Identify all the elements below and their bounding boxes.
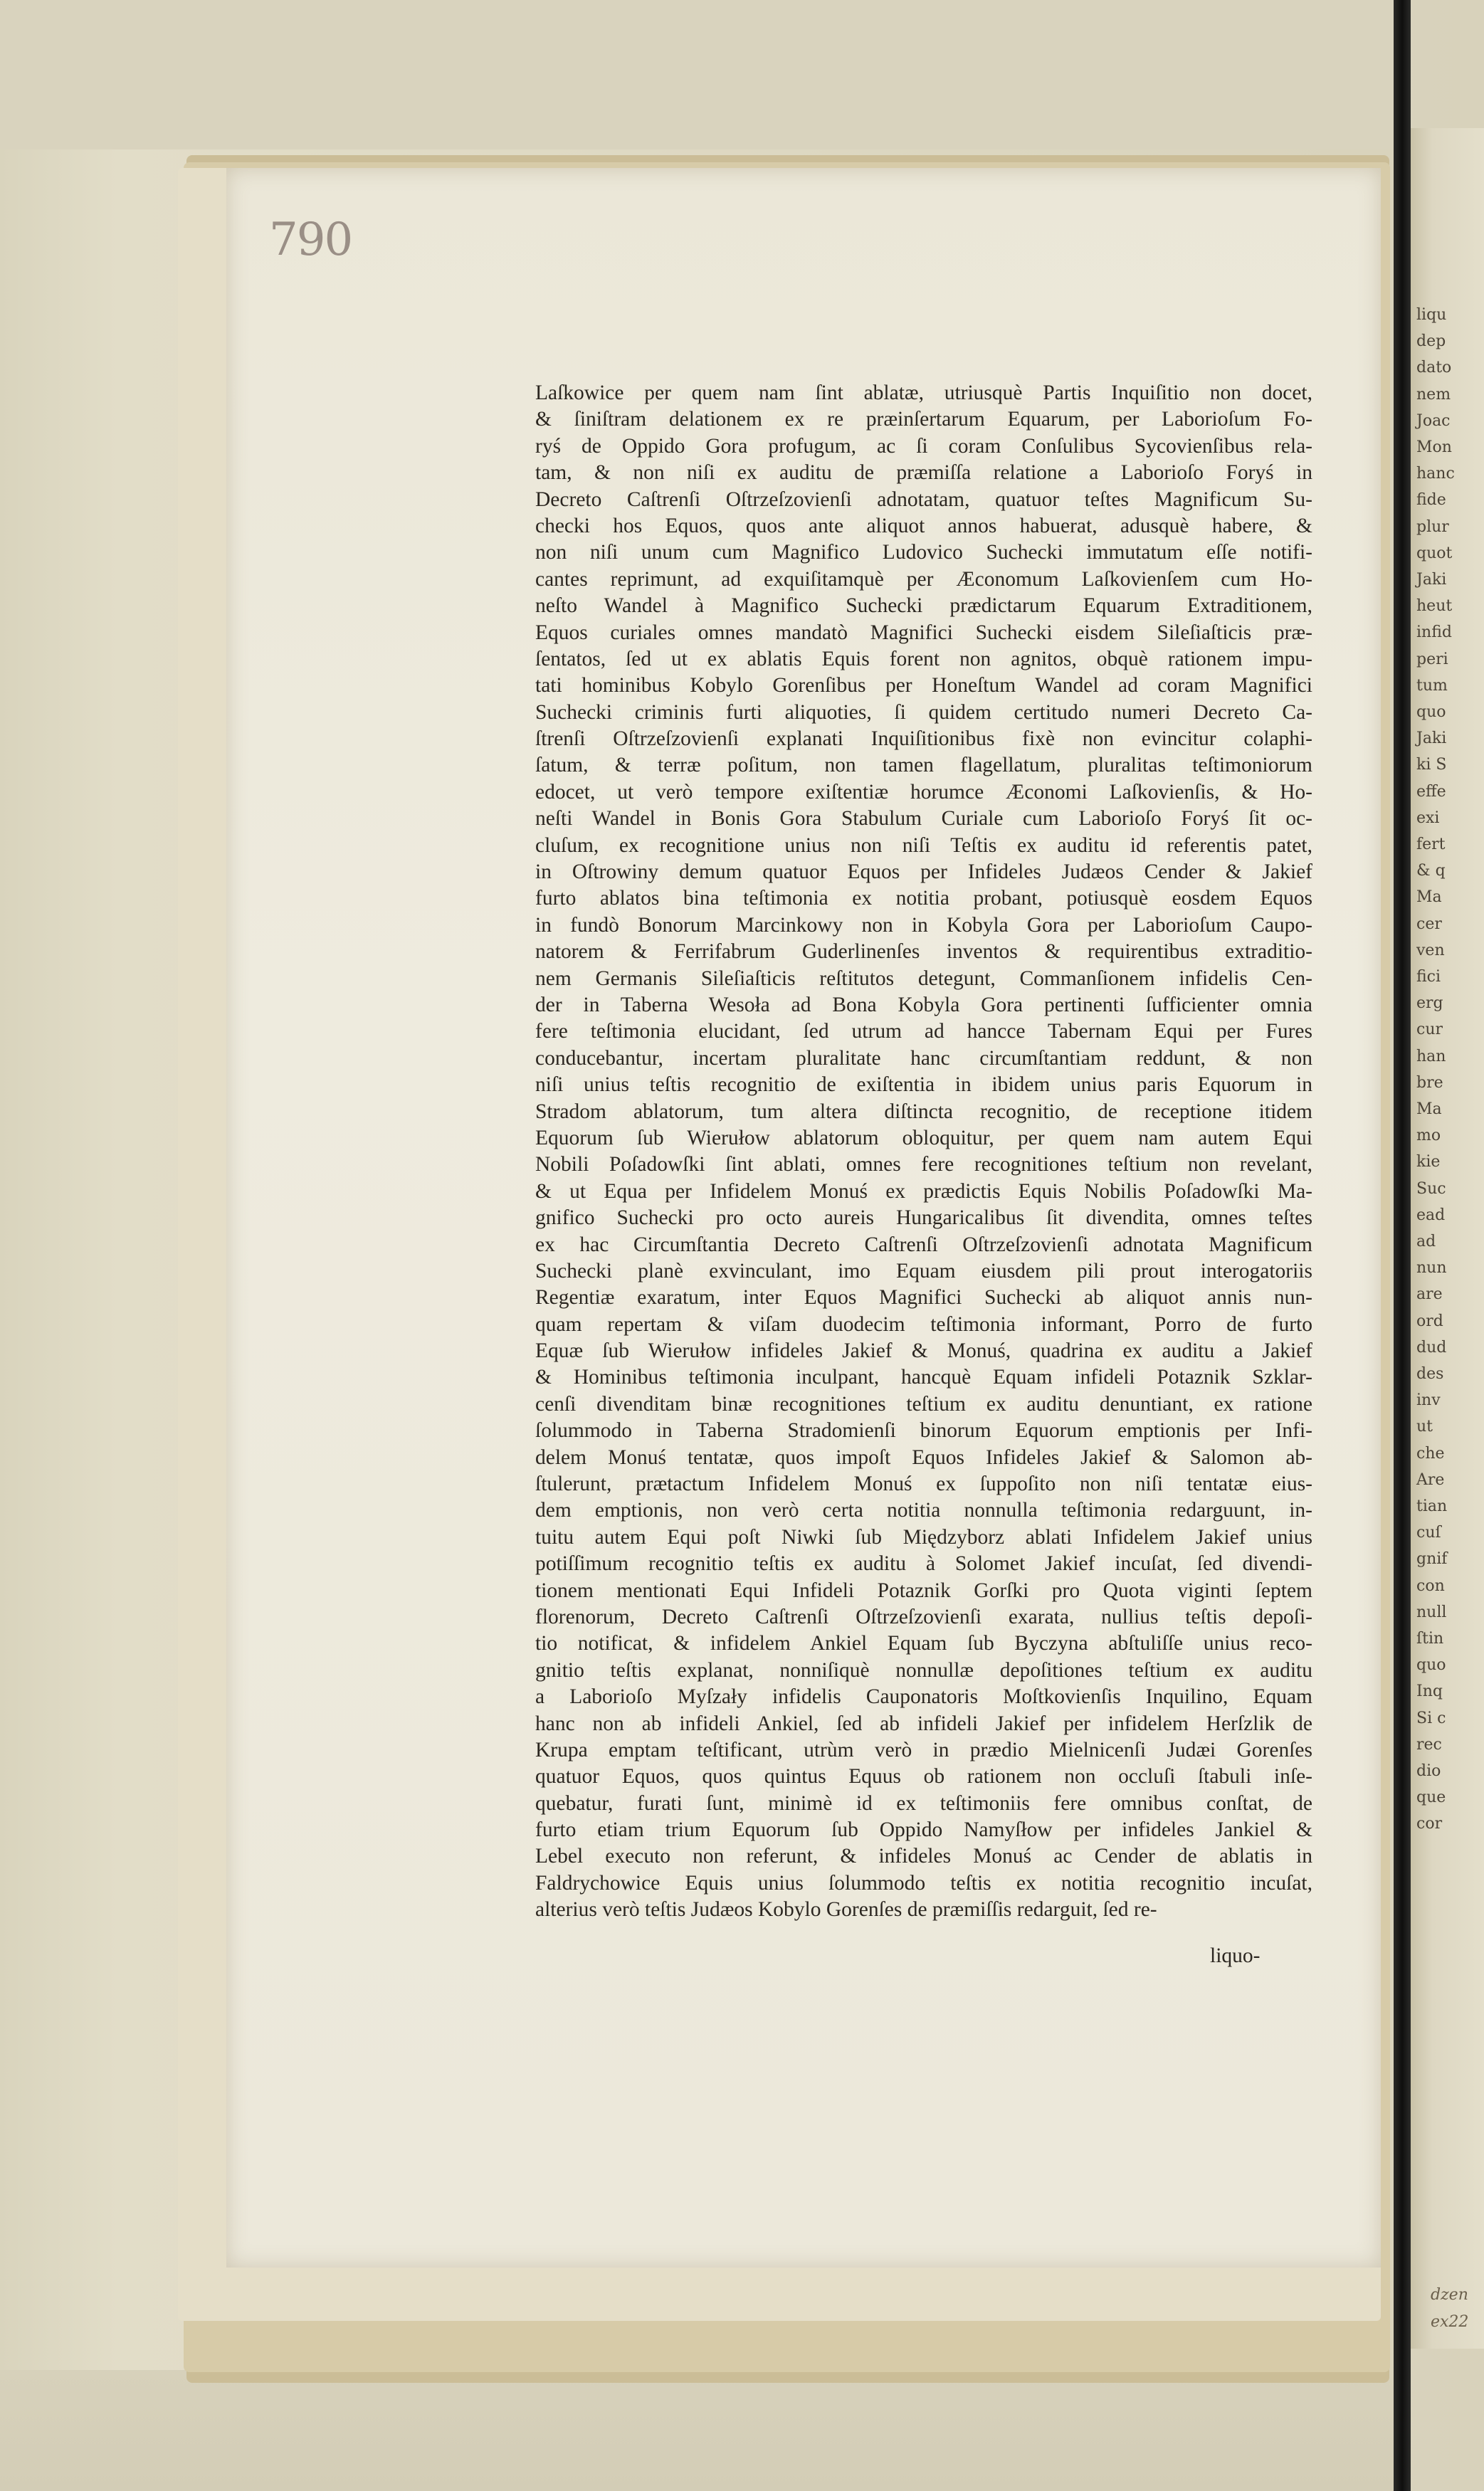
facing-page-fragment: tian [1416, 1497, 1448, 1515]
text-line: ex hac Circumſtantia Decreto Caſtrenſi Oſtrzeſzovienſi adnotata Magnificum [535, 1233, 1312, 1256]
text-line: tio notificat, & infidelem Ankiel Equam ſub Byczyna abſtuliſſe unius reco- [535, 1632, 1312, 1655]
facing-page-fragment: Suc [1416, 1179, 1446, 1198]
text-line: alterius verò teſtis Judæos Kobylo Gorenſes de præmiſſis redarguit, ſed re- [535, 1898, 1157, 1922]
facing-page-fragment: ſtin [1416, 1630, 1444, 1648]
text-line: Suchecki criminis furti aliquoties, ſi quidem certitudo numeri Decreto Ca- [535, 700, 1312, 724]
facing-page-fragment: infid [1416, 623, 1452, 642]
text-line: tionem mentionati Equi Infideli Potaznik Gorſki pro Quota viginti ſeptem [535, 1579, 1312, 1602]
facing-page-fragment: cuſ [1416, 1524, 1441, 1542]
facing-page-fragment: nem [1416, 385, 1451, 404]
text-line: der in Taberna Wesoła ad Bona Kobyla Gora pertinenti ſufficienter omnia [535, 993, 1312, 1016]
facing-page-note: dzen [1431, 2286, 1468, 2304]
text-line: gnifico Suchecki pro octo aureis Hungaricalibus ſit divendita, omnes teſtes [535, 1206, 1312, 1230]
facing-page-fragment: dio [1416, 1762, 1441, 1780]
text-line: checki hos Equos, quos ante aliquot annos habuerat, adusquè habere, & [535, 514, 1312, 537]
text-line: furto etiam trium Equorum ſub Oppido Namyſłow per infideles Jankiel & [535, 1818, 1312, 1842]
text-line: cantes reprimunt, ad exquiſitamquè per Æconomum Laſkovienſem cum Ho- [535, 567, 1312, 591]
text-line: ſtrenſi Oſtrzeſzovienſi explanati Inquiſitionibus fixè non evincitur colaphi- [535, 727, 1312, 751]
text-line: gnitio teſtis explanat, nonniſiquè nonnullæ depoſitiones teſtium ex auditu [535, 1658, 1312, 1682]
facing-page-fragment: Ma [1416, 1100, 1442, 1118]
facing-page-fragment: Inq [1416, 1682, 1443, 1701]
facing-page-fragment: kie [1416, 1153, 1441, 1171]
facing-page-fragment: rec [1416, 1735, 1442, 1754]
facing-page-fragment: que [1416, 1789, 1446, 1807]
facing-page-fragment: inv [1416, 1391, 1441, 1410]
facing-page-fragment: gnif [1416, 1550, 1448, 1569]
facing-page-fragment: dep [1416, 332, 1446, 351]
facing-page-fragment: Mon [1416, 438, 1452, 456]
text-line: natorem & Ferrifabrum Guderlinenſes inventos & requirentibus extraditio- [535, 940, 1312, 964]
facing-page-fragment: Jaki [1416, 571, 1447, 589]
text-line: cluſum, ex recognitione unius non niſi Teſtis ex auditu id referentis patet, [535, 833, 1312, 857]
text-line: Suchecki planè exvinculant, imo Equam eiusdem pili prout interogatoriis [535, 1259, 1312, 1283]
facing-page-fragment: hanc [1416, 465, 1455, 483]
text-line: & ut Equa per Infidelem Monuś ex prædictis Equis Nobilis Poſadowſki Ma- [535, 1179, 1312, 1203]
facing-page-fragment: null [1416, 1603, 1447, 1621]
text-line: tati hominibus Kobylo Gorenſibus per Honeſtum Wandel ad coram Magnifici [535, 674, 1312, 697]
facing-page-fragment: are [1416, 1285, 1443, 1304]
text-line: nem Germanis Sileſiaſticis reſtitutos detegunt, Commanſionem infidelis Cen- [535, 967, 1312, 990]
facing-page-fragment: cur [1416, 1021, 1443, 1039]
text-line: in fundò Bonorum Marcinkowy non in Kobyla Gora per Laborioſum Caupo- [535, 913, 1312, 937]
facing-page-fragment: mo [1416, 1127, 1441, 1145]
facing-page-fragment: Joac [1416, 411, 1451, 430]
text-line: Equorum ſub Wierułow ablatorum obloquitur, per quem nam autem Equi [535, 1126, 1312, 1149]
text-line: fere teſtimonia elucidant, ſed utrum ad hancce Tabernam Equi per Fures [535, 1020, 1312, 1043]
facing-page-fragment: ut [1416, 1418, 1433, 1436]
text-line: delem Monuś tentatæ, quos impoſt Equos Infideles Jakief & Salomon ab- [535, 1445, 1312, 1469]
text-line: a Laborioſo Myſzały infidelis Cauponatoris Moſtkovienſis Inquilino, Equam [535, 1685, 1312, 1709]
text-line: Equos curiales omnes mandatò Magnifici Suchecki eisdem Sileſiaſticis præ- [535, 621, 1312, 644]
facing-page-fragment: Ma [1416, 888, 1442, 907]
facing-page [1411, 128, 1484, 2349]
facing-page-fragment: ven [1416, 941, 1445, 959]
facing-page-fragment: Jaki [1416, 730, 1447, 748]
text-line: quatuor Equos, quos quintus Equus ob rationem non occluſi ſtabuli inſe- [535, 1765, 1312, 1789]
text-line: niſi unius teſtis recognitio de exiſtentia in ibidem unius paris Equorum in [535, 1073, 1312, 1097]
text-line: Lebel executo non referunt, & infideles Monuś ac Cender de ablatis in [535, 1845, 1312, 1868]
facing-page-fragment: con [1416, 1576, 1445, 1595]
text-line: quebatur, furati ſunt, minimè id ex teſtimoniis fere omnibus conſtat, de [535, 1791, 1312, 1815]
text-line: dem emptionis, non verò certa notitia nonnulla teſtimonia redarguunt, in- [535, 1499, 1312, 1522]
text-line: furto ablatos bina teſtimonia ex notitia probant, potiusquè eosdem Equos [535, 887, 1312, 910]
facing-page-fragment: dud [1416, 1338, 1447, 1357]
facing-page-fragment: han [1416, 1047, 1446, 1065]
text-line: ſatum, & terræ poſitum, non tamen flagellatum, pluralitas teſtimoniorum [535, 754, 1312, 777]
text-line: Decreto Caſtrenſi Oſtrzeſzovienſi adnotatam, quatuor teſtes Magnificum Su- [535, 488, 1312, 511]
text-line: ſentatos, ſed ut ex ablatis Equis forent non agnitos, obquè rationem impu- [535, 647, 1312, 670]
facing-page-fragment: effe [1416, 782, 1446, 801]
facing-page-fragment: heut [1416, 597, 1453, 616]
text-line: quam repertam & viſam duodecim teſtimonia informant, Porro de furto [535, 1312, 1312, 1336]
facing-page-fragment: fert [1416, 836, 1446, 853]
facing-page-fragment: Are [1416, 1470, 1445, 1489]
text-line: Faldrychowice Equis unius ſolummodo teſtis ex notitia recognitio incuſat, [535, 1871, 1312, 1895]
facing-page-fragment: cer [1416, 915, 1442, 933]
body-text [535, 380, 1312, 1924]
facing-page-fragment: ki S [1416, 756, 1447, 774]
facing-page-fragment: exi [1416, 809, 1440, 827]
text-line: neſto Wandel à Magnifico Suchecki prædictarum Equarum Extraditionem, [535, 594, 1312, 618]
text-line: tuitu autem Equi poſt Niwki ſub Międzyborz ablati Infidelem Jakief unius [535, 1525, 1312, 1549]
facing-page-fragment: fici [1416, 968, 1441, 986]
folio-number: 790 [269, 214, 352, 266]
text-line: conducebantur, incertam pluralitate hanc circumſtantiam reddunt, & non [535, 1046, 1312, 1070]
facing-page-fragment: dato [1416, 359, 1452, 377]
text-line: ryś de Oppido Gora profugum, ac ſi coram Conſulibus Sycovienſibus rela- [535, 434, 1312, 458]
text-line: in Oſtrowiny demum quatuor Equos per Infideles Judæos Cender & Jakief [535, 860, 1312, 884]
facing-page-fragment: quo [1416, 703, 1446, 721]
facing-page-fragment: peri [1416, 650, 1448, 668]
text-line: edocet, ut verò tempore exiſtentiæ horumce Æconomi Laſkovienſis, & Ho- [535, 780, 1312, 804]
facing-page-fragment: fide [1416, 491, 1446, 510]
facing-page-fragment: ord [1416, 1312, 1443, 1330]
text-line: non niſi unum cum Magnifico Ludovico Suchecki immutatum eſſe notifi- [535, 541, 1312, 564]
text-line: cenſi divenditam binæ recognitiones teſtium ex auditu denuntiant, ex ratione [535, 1392, 1312, 1416]
facing-page-fragment: ead [1416, 1206, 1446, 1224]
text-line: hanc non ab infideli Ankiel, ſed ab infideli Jakief per infidelem Herſzlik de [535, 1712, 1312, 1735]
facing-page-fragment: bre [1416, 1073, 1443, 1092]
text-line: neſti Wandel in Bonis Gora Stabulum Curiale cum Laborioſo Foryś ſit oc- [535, 807, 1312, 831]
facing-page-fragment: Si c [1416, 1709, 1446, 1727]
text-line: & Hominibus teſtimonia inculpant, hancquè Equam infideli Potaznik Szklar- [535, 1366, 1312, 1389]
facing-page-fragment: erg [1416, 994, 1443, 1013]
facing-page-fragment: che [1416, 1444, 1445, 1463]
book-binding [1394, 0, 1411, 2491]
text-line: tam, & non niſi ex auditu de præmiſſa relatione a Laborioſo Foryś in [535, 461, 1312, 485]
facing-page-fragment: quo [1416, 1656, 1446, 1675]
text-line: Regentiæ exaratum, inter Equos Magnifici Suchecki ab aliquot annis nun- [535, 1286, 1312, 1310]
facing-page-fragment: liqu [1416, 306, 1447, 324]
facing-page-fragment: & q [1416, 862, 1446, 880]
facing-page-note: ex22 [1431, 2313, 1469, 2331]
facing-page-fragment: plur [1416, 517, 1449, 536]
facing-page-fragment: des [1416, 1365, 1444, 1383]
catchword: liquo- [1210, 1944, 1261, 1967]
facing-page-fragment: cor [1416, 1815, 1443, 1833]
text-line: potiſſimum recognitio teſtis ex auditu à Solomet Jakief incuſat, ſed divendi- [535, 1552, 1312, 1576]
text-line: Equæ ſub Wierułow infideles Jakief & Monuś, quadrina ex auditu a Jakief [535, 1339, 1312, 1363]
text-line: ſolummodo in Taberna Stradomienſi binorum Equorum emptionis per Infi- [535, 1419, 1312, 1443]
text-line: Stradom ablatorum, tum altera diſtincta recognitio, de receptione itidem [535, 1100, 1312, 1123]
facing-page-fragment: nun [1416, 1259, 1447, 1278]
background-top [0, 0, 1395, 149]
text-line: florenorum, Decreto Caſtrenſi Oſtrzeſzovienſi exarata, nullius teſtis depoſi- [535, 1605, 1312, 1628]
facing-page-fragment: ad [1416, 1233, 1436, 1250]
text-line: ſtulerunt, prætactum Infidelem Monuś ex ſuppoſito non niſi tentatæ eius- [535, 1473, 1312, 1496]
text-line: & ſiniſtram delationem ex re præinſertarum Equarum, per Laborioſum Fo- [535, 408, 1312, 431]
text-line: Nobili Poſadowſki ſint ablati, omnes fere recognitiones teſtium non revelant, [535, 1153, 1312, 1176]
text-line: Krupa emptam teſtificant, utrùm verò in prædio Mielnicenſi Judæi Gorenſes [535, 1738, 1312, 1761]
background-bottom [0, 2370, 1395, 2491]
facing-page-fragment: tum [1416, 676, 1448, 695]
facing-page-fragment: quot [1416, 544, 1453, 562]
text-line: Laſkowice per quem nam ſint ablatæ, utriusquè Partis Inquiſitio non docet, [535, 381, 1312, 404]
